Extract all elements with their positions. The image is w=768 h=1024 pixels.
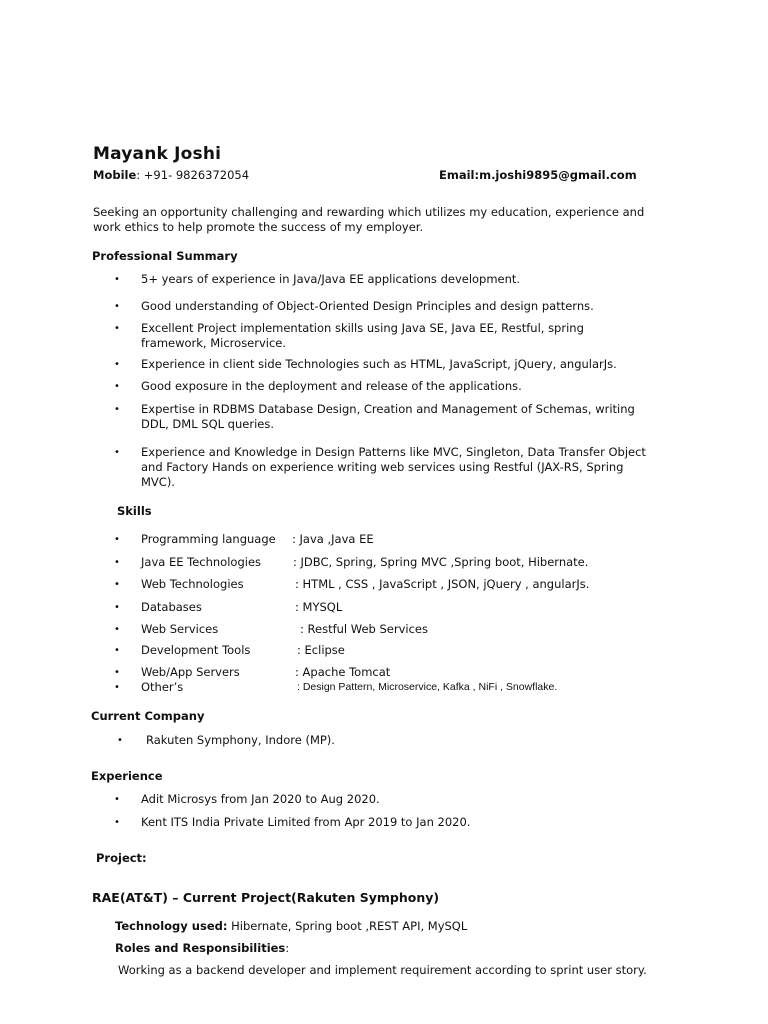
skill-value: : Java ,Java EE — [292, 532, 374, 546]
experience-text: Kent ITS India Private Limited from Apr 2019 to Jan 2020. — [141, 815, 471, 829]
skill-value: : Eclipse — [297, 643, 345, 657]
mobile-value: : +91- 9826372054 — [136, 168, 250, 182]
company-text: Rakuten Symphony, Indore (MP). — [146, 733, 335, 747]
skill-value: : Design Pattern, Microservice, Kafka , NiFi , Snowflake. — [297, 681, 558, 693]
bullet-icon: • — [114, 794, 120, 805]
technology-value: Hibernate, Spring boot ,REST API, MySQL — [227, 919, 468, 933]
roles-colon: : — [285, 941, 290, 955]
bullet-icon: • — [114, 602, 120, 613]
skill-value: : Apache Tomcat — [295, 665, 391, 679]
skill-value: : JDBC, Spring, Spring MVC ,Spring boot, Hibernate. — [293, 555, 589, 569]
bullet-icon: • — [114, 667, 120, 678]
bullet-icon: • — [114, 359, 120, 370]
mobile-line — [93, 168, 249, 182]
skill-key: Web/App Servers — [141, 665, 240, 679]
bullet-icon: • — [114, 817, 120, 828]
summary-text: Expertise in RDBMS Database Design, Creation and Management of Schemas, writing DDL, DML SQL queries. — [141, 402, 635, 431]
bullet-icon: • — [114, 579, 120, 590]
bullet-icon: • — [117, 735, 123, 746]
roles-label: Roles and Responsibilities — [115, 941, 286, 955]
section-title-professional-summary: Professional Summary — [92, 249, 238, 263]
responsibility-text: Working as a backend developer and implement requirement according to sprint user story. — [118, 963, 647, 977]
skill-key: Development Tools — [141, 643, 251, 657]
skill-value: : MYSQL — [295, 600, 343, 614]
summary-text: Good exposure in the deployment and release of the applications. — [141, 379, 522, 393]
section-title-project: Project: — [96, 851, 147, 865]
bullet-icon: • — [114, 557, 120, 568]
bullet-icon: • — [114, 323, 120, 334]
bullet-icon: • — [114, 447, 120, 458]
technology-line — [115, 919, 467, 933]
skill-key: Web Technologies — [141, 577, 244, 591]
skill-value: : Restful Web Services — [300, 622, 428, 636]
objective-text: Seeking an opportunity challenging and rewarding which utilizes my education, experience and work ethics to help promote the success of my employer. — [93, 205, 645, 234]
summary-text: Experience in client side Technologies such as HTML, JavaScript, jQuery, angularJs. — [141, 357, 617, 371]
skill-key: Other’s — [141, 680, 184, 694]
skill-key: Programming language — [141, 532, 276, 546]
skill-key: Java EE Technologies — [141, 555, 262, 569]
summary-text: Good understanding of Object-Oriented Design Principles and design patterns. — [141, 299, 594, 313]
bullet-icon: • — [114, 404, 120, 415]
bullet-icon: • — [114, 534, 120, 545]
section-title-current-company: Current Company — [91, 709, 205, 723]
technology-label: Technology used: — [115, 919, 228, 933]
section-title-experience: Experience — [91, 769, 163, 783]
summary-text: Experience and Knowledge in Design Patterns like MVC, Singleton, Data Transfer Object and Factory Hands on experience writing web services using Restful (JAX-RS, Spring MVC). — [141, 445, 646, 489]
email-line[interactable]: Email:m.joshi9895@gmail.com — [439, 168, 637, 182]
summary-text: Excellent Project implementation skills using Java SE, Java EE, Restful, spring framework, Microservice. — [141, 321, 584, 350]
bullet-icon: • — [114, 682, 120, 693]
bullet-icon: • — [114, 381, 120, 392]
summary-text: 5+ years of experience in Java/Java EE applications development. — [141, 272, 521, 286]
experience-text: Adit Microsys from Jan 2020 to Aug 2020. — [141, 792, 380, 806]
skill-key: Databases — [141, 600, 202, 614]
skill-key: Web Services — [141, 622, 219, 636]
bullet-icon: • — [114, 301, 120, 312]
project-name: RAE(AT&T) – Current Project(Rakuten Symphony) — [92, 890, 440, 905]
bullet-icon: • — [114, 624, 120, 635]
bullet-icon: • — [114, 645, 120, 656]
section-title-skills: Skills — [117, 504, 152, 518]
candidate-name: Mayank Joshi — [93, 144, 222, 164]
mobile-label: Mobile — [93, 168, 137, 182]
skill-value: : HTML , CSS , JavaScript , JSON, jQuery , angularJs. — [295, 577, 590, 591]
bullet-icon: • — [114, 274, 120, 285]
roles-line — [115, 941, 289, 955]
